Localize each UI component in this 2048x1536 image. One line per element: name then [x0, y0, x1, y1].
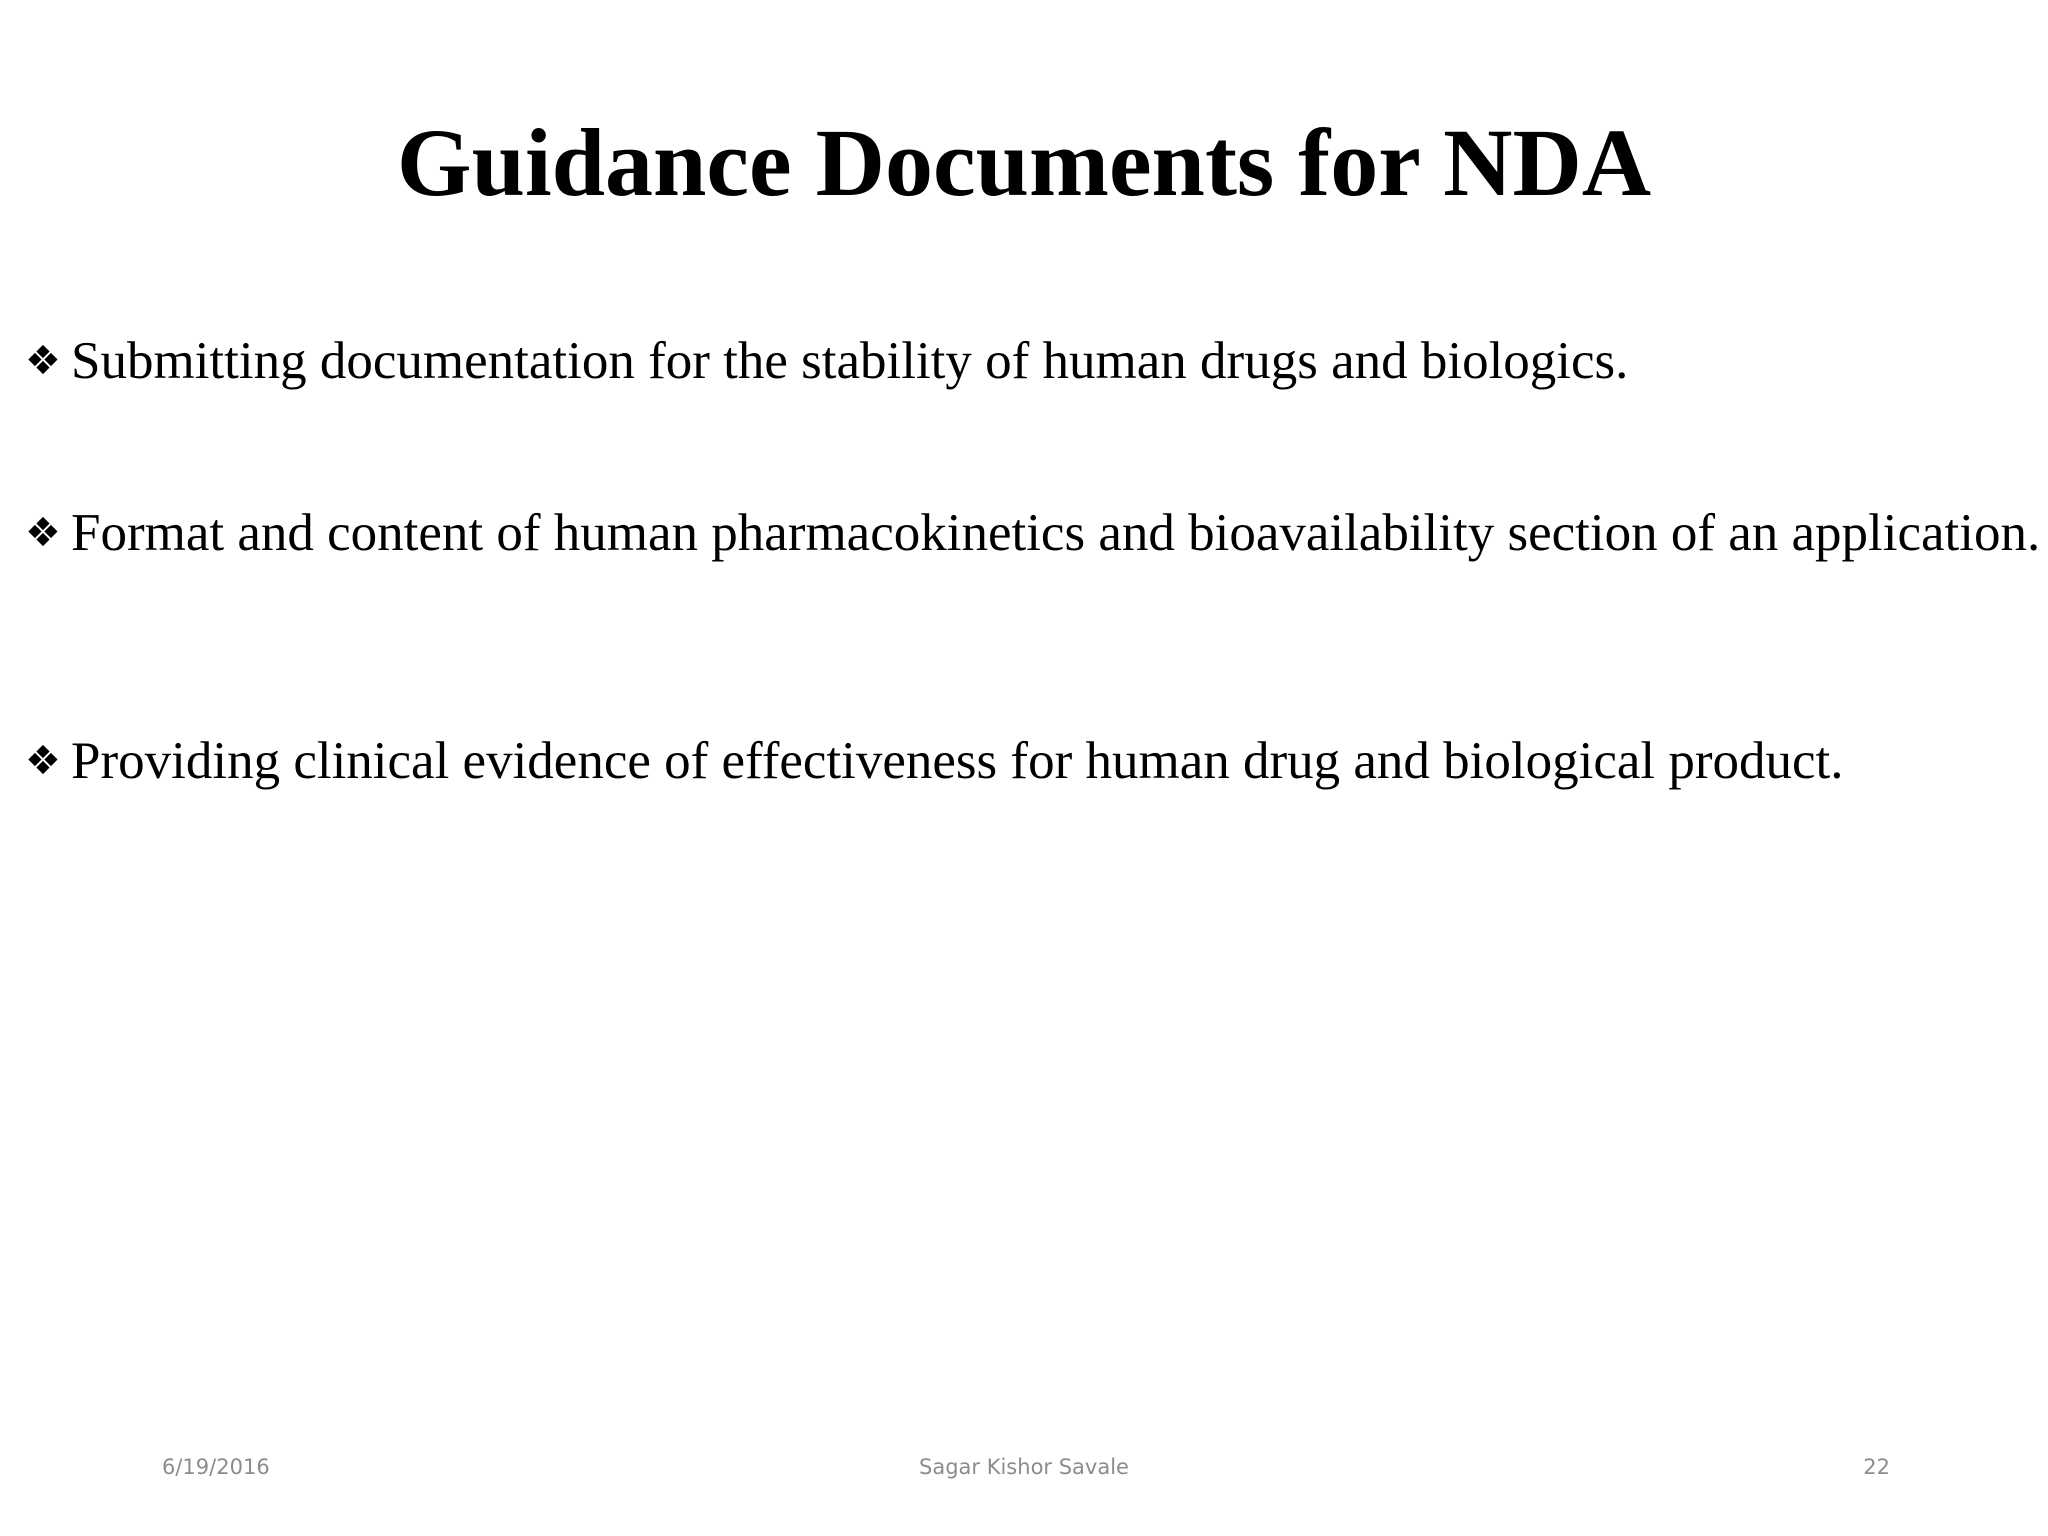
- bullet-text: Submitting documentation for the stability of human drugs and biologics.: [71, 332, 1629, 390]
- bullet-text: Format and content of human pharmacokinetics and bioavailability section of an application.: [71, 504, 2041, 562]
- footer-date: 6/19/2016: [162, 1455, 270, 1479]
- bullet-item: [25, 502, 2048, 564]
- bullet-item: [25, 330, 2048, 392]
- footer-page-number: 22: [1863, 1455, 1890, 1479]
- bullet-item: [25, 730, 2048, 792]
- diamond-bullet-icon: ❖: [25, 738, 61, 784]
- slide-title: Guidance Documents for NDA: [396, 109, 1652, 216]
- diamond-bullet-icon: ❖: [25, 338, 61, 384]
- diamond-bullet-icon: ❖: [25, 510, 61, 556]
- footer-author: Sagar Kishor Savale: [919, 1455, 1129, 1479]
- bullet-text: Providing clinical evidence of effectiveness for human drug and biological product.: [71, 732, 1844, 790]
